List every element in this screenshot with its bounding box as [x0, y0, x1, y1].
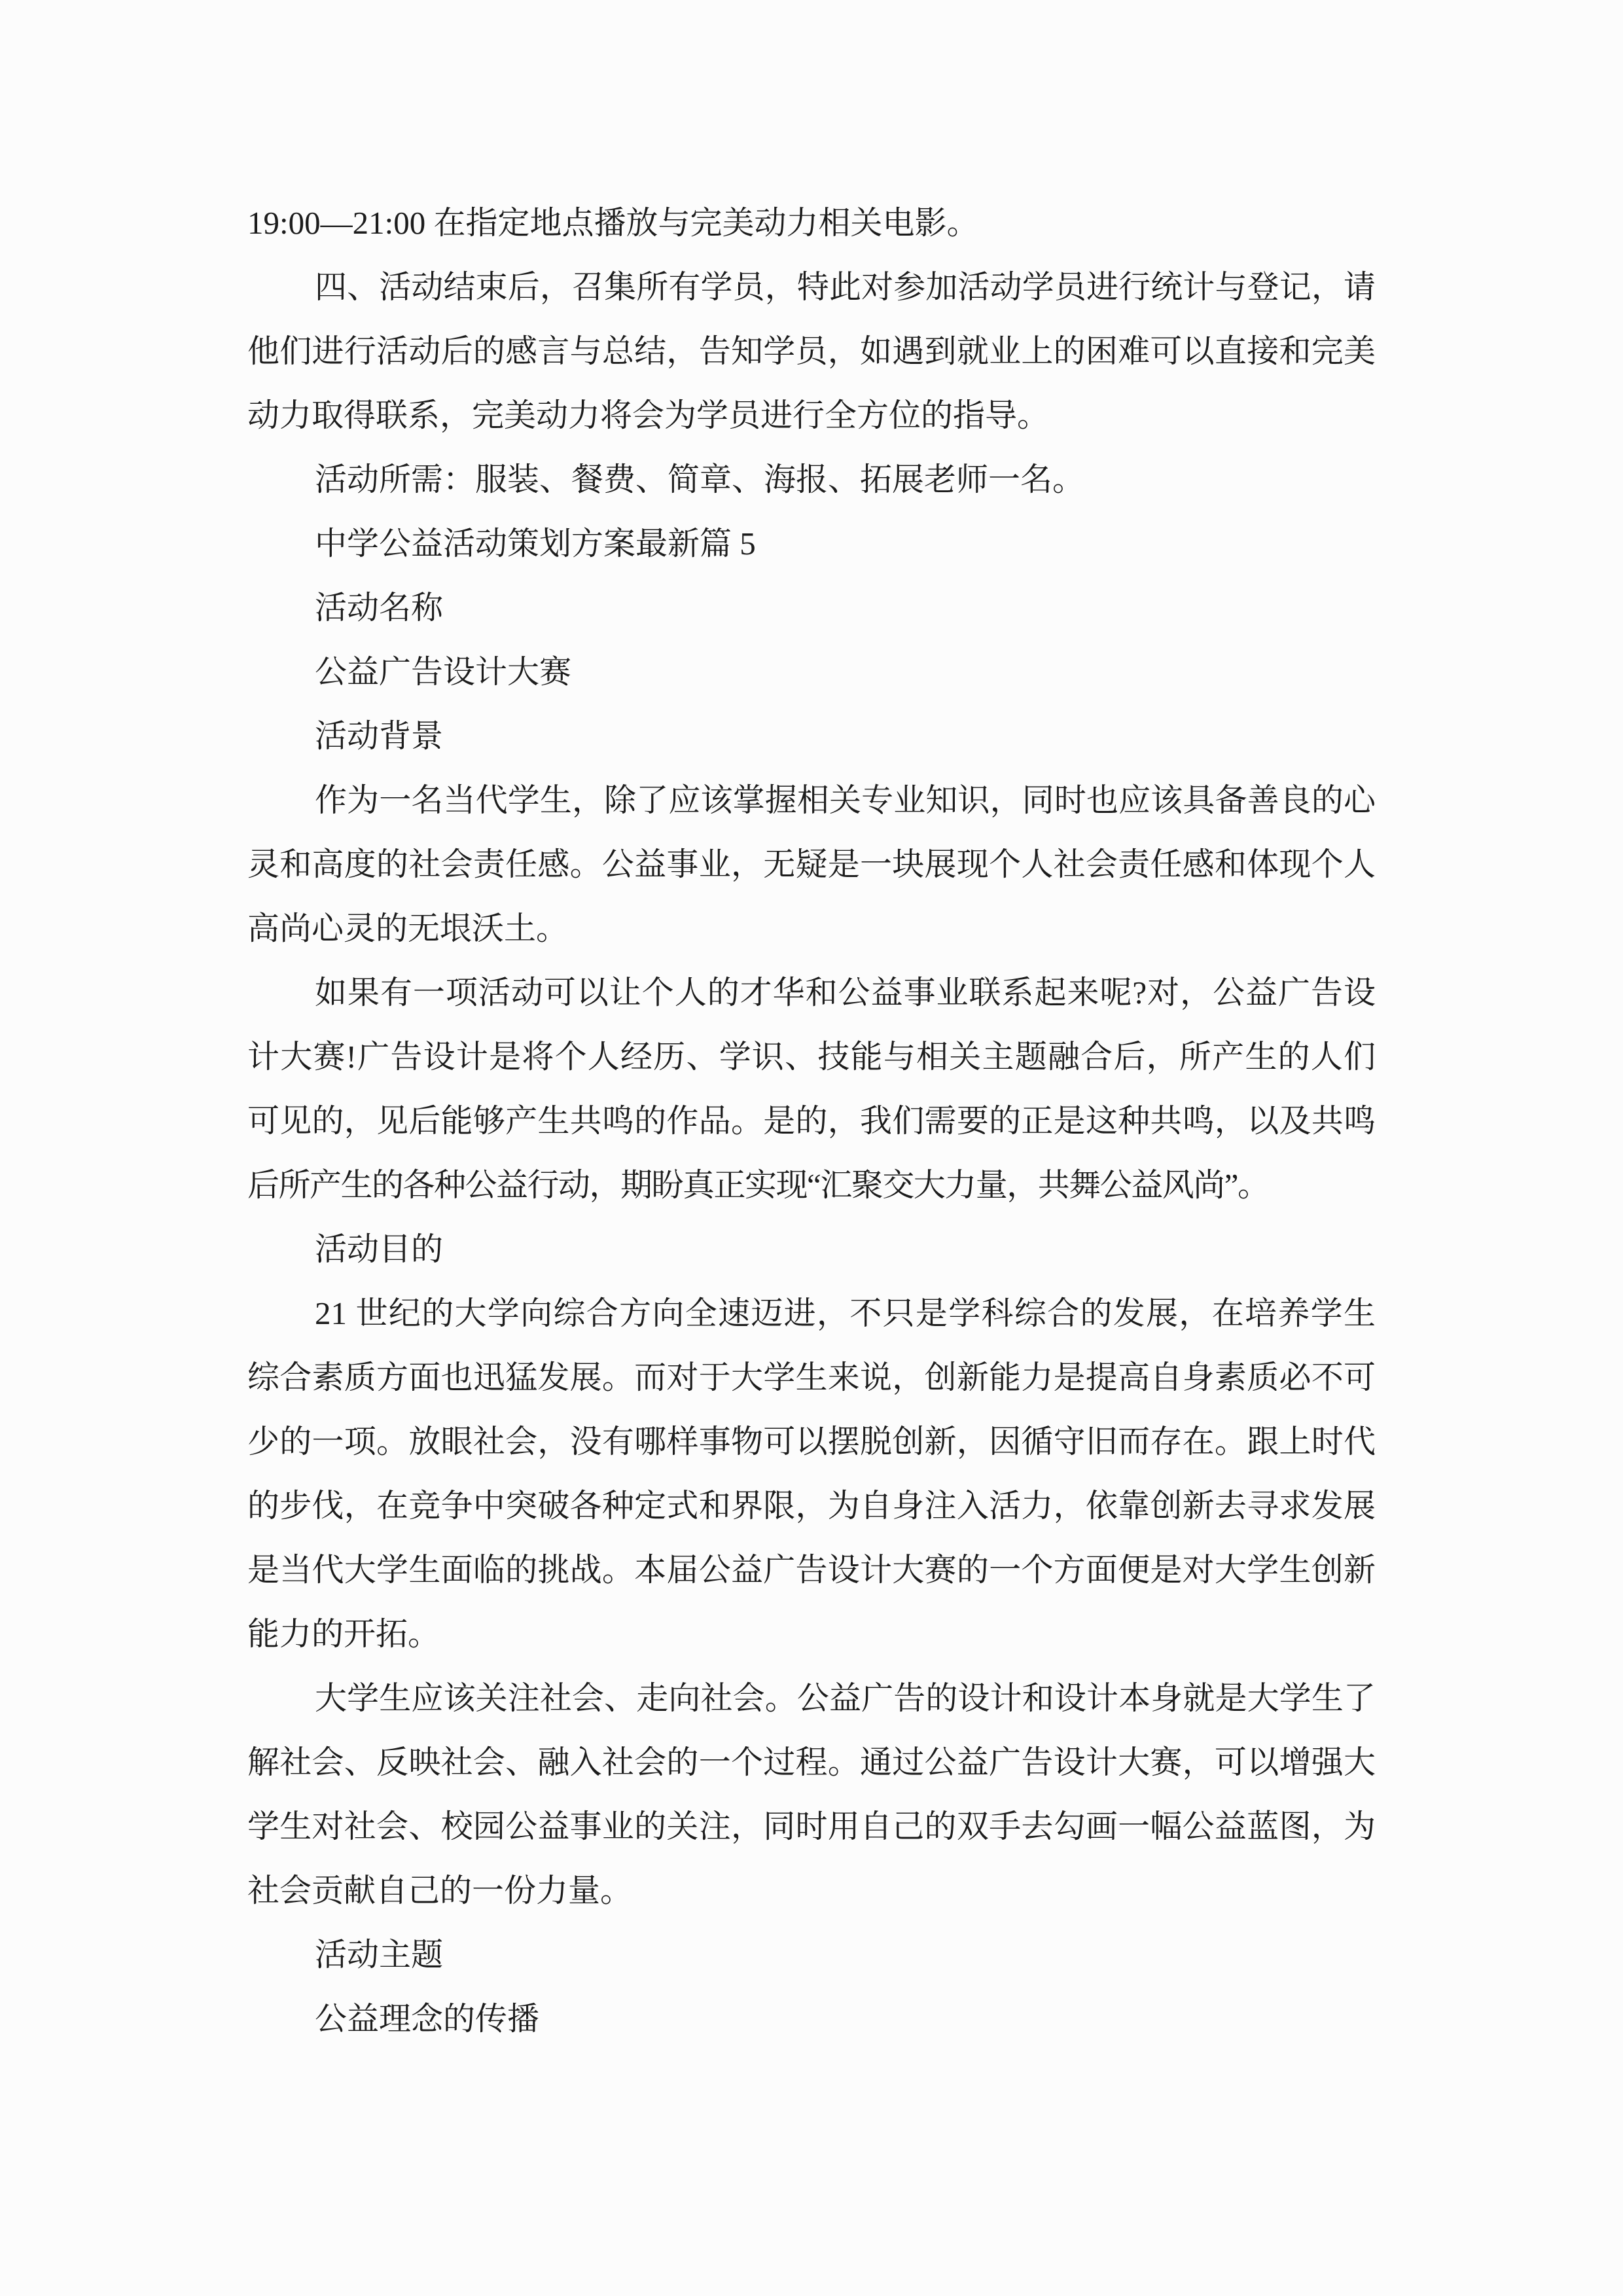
- text-block: [247, 191, 1376, 2051]
- text-line: 活动背景: [315, 718, 444, 754]
- text-line: 是当代大学生面临的挑战。本届公益广告设计大赛的一个方面便是对大学生创新: [247, 1552, 1376, 1588]
- text-line: 少的一项。放眼社会，没有哪样事物可以摆脱创新，因循守旧而存在。跟上时代: [247, 1424, 1376, 1460]
- text-line: 作为一名当代学生，除了应该掌握相关专业知识，同时也应该具备善良的心: [315, 782, 1376, 818]
- text-line: 21 世纪的大学向综合方向全速迈进，不只是学科综合的发展，在培养学生: [315, 1295, 1376, 1331]
- text-line: 公益理念的传播: [315, 2001, 540, 2037]
- text-line: 高尚心灵的无垠沃土。: [247, 910, 569, 946]
- text-line: 后所产生的各种公益行动，期盼真正实现“汇聚交大力量，共舞公益风尚”。: [247, 1167, 1269, 1203]
- text-line: 可见的，见后能够产生共鸣的作品。是的，我们需要的正是这种共鸣，以及共鸣: [247, 1103, 1376, 1139]
- text-line: 19:00—21:00 在指定地点播放与完美动力相关电影。: [247, 205, 979, 241]
- text-line: 活动所需：服装、餐费、简章、海报、拓展老师一名。: [315, 461, 1085, 497]
- text-line: 能力的开拓。: [247, 1616, 440, 1652]
- text-line: 他们进行活动后的感言与总结，告知学员，如遇到就业上的困难可以直接和完美: [247, 333, 1376, 369]
- text-line: 活动目的: [315, 1231, 444, 1267]
- text-line: 四、活动结束后，召集所有学员，特此对参加活动学员进行统计与登记，请: [315, 269, 1376, 305]
- text-line: 动力取得联系，完美动力将会为学员进行全方位的指导。: [247, 397, 1050, 433]
- text-line: 活动名称: [315, 590, 444, 626]
- text-line: 大学生应该关注社会、走向社会。公益广告的设计和设计本身就是大学生了: [315, 1680, 1376, 1716]
- text-line: 的步伐，在竞争中突破各种定式和界限，为自身注入活力，依靠创新去寻求发展: [247, 1488, 1376, 1524]
- text-line: 中学公益活动策划方案最新篇 5: [315, 526, 756, 562]
- text-line: 灵和高度的社会责任感。公益事业，无疑是一块展现个人社会责任感和体现个人: [247, 846, 1376, 882]
- text-line: 活动主题: [315, 1937, 444, 1973]
- text-line: 如果有一项活动可以让个人的才华和公益事业联系起来呢?对，公益广告设: [315, 975, 1376, 1011]
- text-line: 社会贡献自己的一份力量。: [247, 1873, 633, 1909]
- text-line: 计大赛!广告设计是将个人经历、学识、技能与相关主题融合后，所产生的人们: [247, 1039, 1376, 1075]
- text-line: 公益广告设计大赛: [315, 654, 572, 690]
- text-line: 学生对社会、校园公益事业的关注，同时用自己的双手去勾画一幅公益蓝图，为: [247, 1808, 1376, 1844]
- text-line: 综合素质方面也迅猛发展。而对于大学生来说，创新能力是提高自身素质必不可: [247, 1359, 1376, 1395]
- text-line: 解社会、反映社会、融入社会的一个过程。通过公益广告设计大赛，可以增强大: [247, 1744, 1376, 1780]
